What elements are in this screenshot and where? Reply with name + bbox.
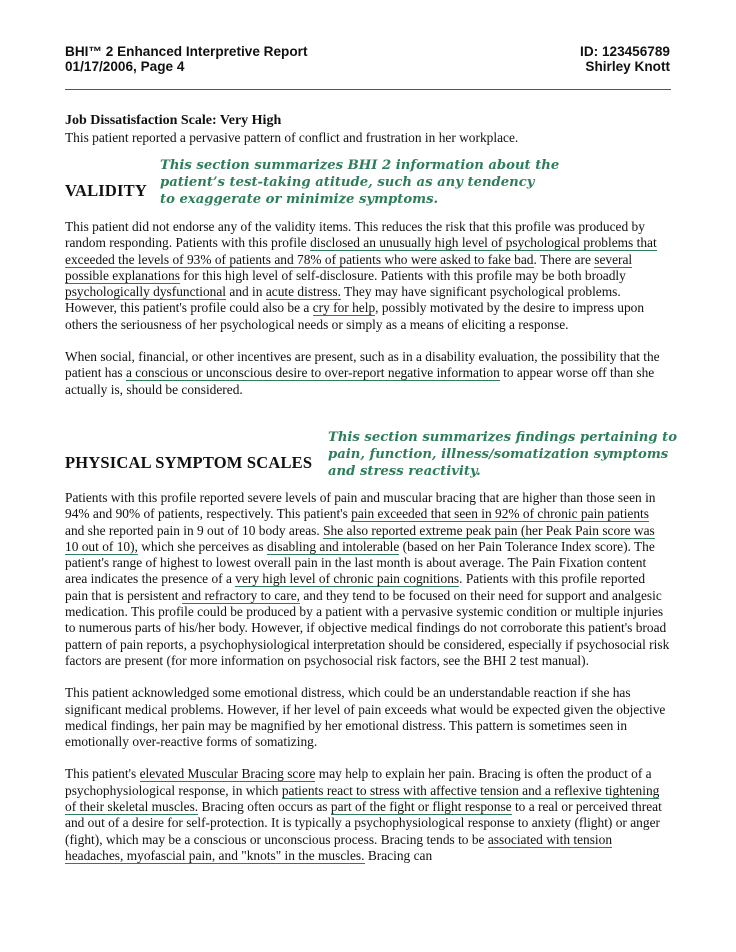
text-run: which she perceives as bbox=[137, 538, 267, 554]
validity-heading: VALIDITY bbox=[65, 181, 147, 200]
report-title: BHI™ 2 Enhanced Interpretive Report bbox=[65, 44, 308, 59]
physical-body bbox=[65, 490, 671, 864]
highlighted-phrase: a conscious or unconscious desire to over-report negative information bbox=[125, 365, 500, 381]
validity-annotation bbox=[160, 157, 559, 208]
highlighted-phrase: and refractory to care, bbox=[181, 587, 300, 603]
physical-paragraph-1 bbox=[65, 490, 671, 669]
text-run: , possibly motivated by the desire to impress upon others the seriousness of her psychological needs or simply as a means of eliciting a response. bbox=[65, 300, 645, 332]
physical-annotation-line: This section summarizes findings pertaining to bbox=[328, 430, 677, 445]
text-run: and in bbox=[226, 284, 266, 300]
highlighted-phrase: acute distress. bbox=[265, 284, 341, 300]
highlighted-phrase: pain exceeded that seen in 92% of chronic pain patients bbox=[351, 506, 649, 522]
patient-id: ID: 123456789 bbox=[580, 44, 670, 59]
highlighted-phrase: She also reported extreme peak pain (her Peak Pain score was 10 out of 10), bbox=[65, 522, 655, 554]
highlighted-phrase: psychologically dysfunctional bbox=[65, 284, 227, 300]
validity-annotation-line: to exaggerate or minimize symptoms. bbox=[160, 192, 439, 207]
text-run: . Patients with this profile reported pain that is persistent bbox=[65, 571, 646, 603]
physical-heading: PHYSICAL SYMPTOM SCALES bbox=[65, 453, 313, 472]
physical-annotation bbox=[328, 429, 677, 480]
physical-annotation-line: pain, function, illness/somatization symptoms bbox=[328, 447, 669, 462]
text-run: When social, financial, or other incentives are present, such as in a disability evaluation, the possibility that the patient has bbox=[65, 349, 660, 381]
highlighted-phrase: disabling and intolerable bbox=[266, 538, 400, 554]
validity-paragraph-2 bbox=[65, 349, 671, 398]
text-run: may help to explain her pain. Bracing is often the product of a psychophysiological response, in which bbox=[65, 766, 652, 798]
physical-annotation-line: and stress reactivity. bbox=[328, 464, 481, 479]
patient-name: Shirley Knott bbox=[585, 59, 670, 74]
validity-annotation-line: patient’s test-taking atitude, such as any tendency bbox=[160, 175, 535, 190]
text-run: Patients with this profile reported severe levels of pain and muscular bracing that are higher than those seen in 94% and 90% of patients, respectively. This patient's bbox=[65, 490, 656, 522]
highlighted-phrase: several possible explanations bbox=[65, 251, 633, 283]
header-right bbox=[580, 44, 670, 74]
report-date-page: 01/17/2006, Page 4 bbox=[65, 59, 185, 74]
validity-annotation-line: This section summarizes BHI 2 information about the bbox=[160, 158, 560, 173]
header-divider bbox=[65, 89, 671, 90]
job-scale-text: This patient reported a pervasive pattern of conflict and frustration in her workplace. bbox=[65, 130, 519, 145]
validity-body bbox=[65, 219, 671, 398]
highlighted-phrase: very high level of chronic pain cognitions bbox=[235, 571, 460, 587]
highlighted-phrase: cry for help bbox=[312, 300, 376, 316]
text-run: They may have significant psychological problems. However, this patient's profile could also be a bbox=[65, 284, 621, 316]
text-run: This patient's bbox=[65, 766, 140, 782]
text-run: to a real or perceived threat and out of a desire for self-protection. It is typically a psychophysiological response to anxiety (flight) or anger (fight), which may be a conscious or unconscious process. Bracing tends to be bbox=[65, 799, 662, 847]
highlighted-phrase: associated with tension headaches, myofascial pain, and "knots" in the muscles. bbox=[65, 831, 613, 863]
text-run: for this high level of self-disclosure. Patients with this profile may be both broadly bbox=[179, 267, 626, 283]
physical-paragraph-2 bbox=[65, 685, 671, 750]
highlighted-phrase: disclosed an unusually high level of psychological problems that exceeded the levels of 93% of patients and 78% of patients who were asked to fake bad bbox=[65, 235, 657, 267]
text-run: This patient did not endorse any of the validity items. This reduces the risk that this profile was produced by random responding. Patients with this profile bbox=[65, 219, 645, 251]
header-left bbox=[65, 44, 307, 74]
text-run: Bracing can bbox=[364, 847, 433, 863]
validity-paragraph-1 bbox=[65, 219, 671, 333]
text-run: (based on her Pain Tolerance Index score). The patient's range of highest to lowest overall pain in the last month is about average. The Pain Fixation content area indicates the presence of a bbox=[65, 538, 655, 587]
job-scale-title: Job Dissatisfaction Scale: Very High bbox=[65, 113, 282, 128]
highlighted-phrase: elevated Muscular Bracing score bbox=[139, 766, 316, 782]
physical-paragraph-3 bbox=[65, 766, 671, 864]
text-run: . There are bbox=[533, 251, 595, 267]
text-run: and she reported pain in 9 out of 10 body areas. bbox=[65, 522, 324, 538]
text-run: This patient acknowledged some emotional distress, which could be an understandable reaction if she has significant medical problems. However, if her level of pain exceeds what would be expected given the objective medical findings, her pain may be magnified by her emotional distress. This pattern is sometimes seen in emotionally over-reactive forms of somatizing. bbox=[65, 685, 666, 750]
highlighted-phrase: patients react to stress with affective tension and a reflexive tightening of their skeletal muscles. bbox=[65, 782, 660, 815]
highlighted-phrase: part of the fight or flight response bbox=[330, 799, 512, 815]
text-run: and they tend to be focused on their need for support and analgesic medication. This profile could be produced by a patient with a pervasive systemic condition or multiple injuries to numerous parts of his/her body. However, if objective medical findings do not corroborate this patient's broad pattern of pain reports, a psychophysiological interpretation should be considered, especially if psychosocial risk factors are present (for more information on psychosocial risk factors, see the BHI 2 test manual). bbox=[65, 587, 670, 668]
text-run: to appear worse off than she actually is, should be considered. bbox=[65, 365, 655, 397]
text-run: Bracing often occurs as bbox=[198, 799, 331, 815]
